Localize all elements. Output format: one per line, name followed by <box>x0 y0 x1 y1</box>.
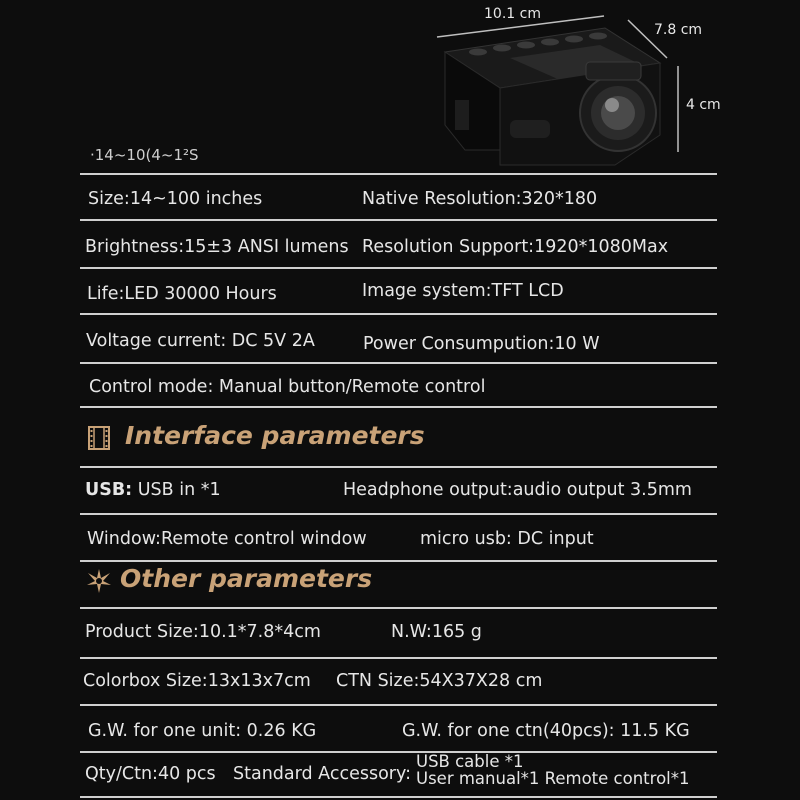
rule <box>80 173 717 175</box>
height-dimension: 4 cm <box>686 97 721 113</box>
usb-spec <box>85 480 221 500</box>
accessory-line-2: User manual*1 Remote control*1 <box>416 769 690 788</box>
rule <box>80 657 717 659</box>
depth-dimension: 7.8 cm <box>654 22 703 38</box>
size-spec: Size:14~100 inches <box>88 189 263 209</box>
rule <box>80 466 717 468</box>
control-mode-spec: Control mode: Manual button/Remote control <box>89 377 486 397</box>
nw-spec: N.W:165 g <box>391 622 482 642</box>
film-strip-icon <box>87 425 111 451</box>
partial-label: ·14~10(4~1²S <box>90 146 199 164</box>
life-spec: Life:LED 30000 Hours <box>87 284 277 304</box>
rule <box>80 362 717 364</box>
rule <box>80 560 717 562</box>
image-system-spec: Image system:TFT LCD <box>362 281 564 301</box>
width-dimension: 10.1 cm <box>484 6 541 22</box>
power-spec: Power Consumpution:10 W <box>363 334 600 354</box>
accessory-label: Standard Accessory: <box>233 764 411 784</box>
interface-section-title: Interface parameters <box>125 421 425 450</box>
rule <box>80 219 717 221</box>
ctn-size-spec: CTN Size:54X37X28 cm <box>336 671 543 691</box>
rule <box>80 704 717 706</box>
rule <box>80 267 717 269</box>
gw-unit-spec: G.W. for one unit: 0.26 KG <box>88 721 317 741</box>
window-spec: Window:Remote control window <box>87 529 367 549</box>
rule <box>80 406 717 408</box>
headphone-spec: Headphone output:audio output 3.5mm <box>343 480 692 500</box>
qty-spec: Qty/Ctn:40 pcs <box>85 764 216 784</box>
voltage-spec: Voltage current: DC 5V 2A <box>86 331 315 351</box>
accessory-line-1: USB cable *1 <box>416 752 524 771</box>
rule <box>80 607 717 609</box>
other-section-title: Other parameters <box>120 564 373 593</box>
resolution-support-spec: Resolution Support:1920*1080Max <box>362 237 669 257</box>
usb-label: USB: <box>85 480 133 500</box>
rule <box>80 513 717 515</box>
colorbox-spec: Colorbox Size:13x13x7cm <box>83 671 311 691</box>
star-burst-icon <box>86 568 112 594</box>
rule <box>80 751 717 753</box>
usb-value: USB in *1 <box>132 480 221 500</box>
gw-ctn-spec: G.W. for one ctn(40pcs): 11.5 KG <box>402 721 690 741</box>
micro-usb-spec: micro usb: DC input <box>420 529 594 549</box>
brightness-spec: Brightness:15±3 ANSI lumens <box>85 237 349 257</box>
product-size-spec: Product Size:10.1*7.8*4cm <box>85 622 321 642</box>
rule <box>80 796 717 798</box>
native-resolution-spec: Native Resolution:320*180 <box>362 189 598 209</box>
rule <box>80 313 717 315</box>
